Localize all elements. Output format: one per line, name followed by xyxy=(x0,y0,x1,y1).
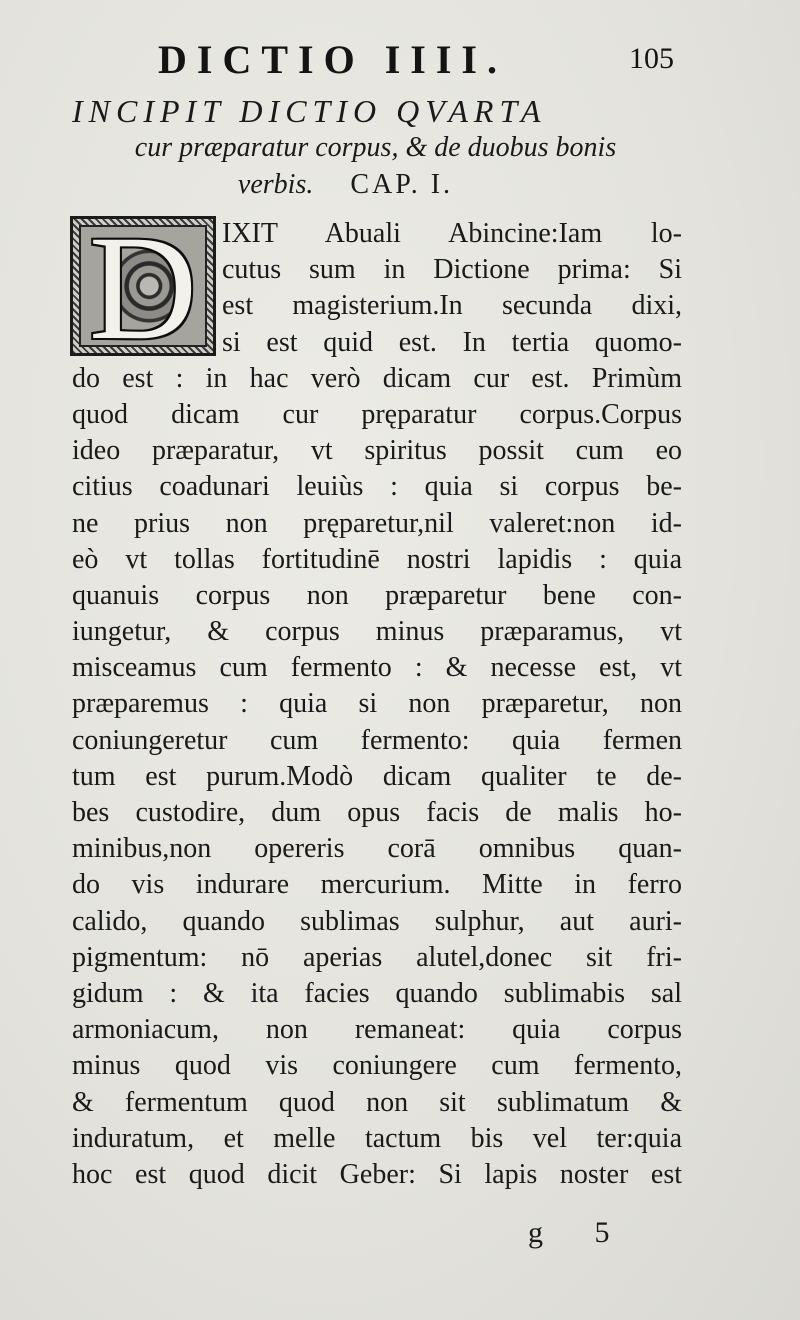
running-title: DICTIO IIII. xyxy=(158,37,507,82)
chapter-heading-line-1: INCIPIT DICTIO QVARTA xyxy=(72,93,547,129)
text-line: tum est purum.Modò dicam qualiter te de- xyxy=(72,760,682,792)
drop-cap-letter: D xyxy=(88,205,198,371)
chapter-heading-line-2: cur præparatur corpus, & de duobus bonis xyxy=(134,132,617,163)
text-line: minibus,non opereris corā omnibus quan- xyxy=(72,833,682,865)
text-line: calido, quando sublimas sulphur, aut auri- xyxy=(72,905,682,937)
signature-mark: g 5 xyxy=(528,1216,632,1249)
text-line: ideo præparatur, vt spiritus possit cum eo xyxy=(72,435,682,467)
text-line: eò vt tollas fortitudinē nostri lapidis : quia xyxy=(72,543,682,575)
text-line: armoniacum, non remaneat: quia corpus xyxy=(72,1014,682,1046)
text-line: pigmentum: nō aperias alutel,donec sit fri- xyxy=(72,941,682,973)
text-line: do vis indurare mercurium. Mitte in ferro xyxy=(72,869,682,901)
text-line: iungetur, & corpus minus præparamus, vt xyxy=(72,616,682,648)
text-line: gidum : & ita facies quando sublimabis sal xyxy=(72,977,682,1009)
text-line: induratum, et melle tactum bis vel ter:quia xyxy=(72,1122,682,1154)
chapter-heading-line-3 xyxy=(68,166,683,204)
page-number: 105 xyxy=(629,42,674,75)
text-line: IXIT Abuali Abincine:Iam lo- xyxy=(222,218,682,249)
text-line: præparemus : quia si non præparetur, non xyxy=(72,688,682,720)
text-line: do est : in hac verò dicam cur est. Primùm xyxy=(72,362,682,394)
text-line: quanuis corpus non præparetur bene con- xyxy=(72,579,682,611)
text-line: bes custodire, dum opus facis de malis ho- xyxy=(72,797,682,828)
text-line: est magisterium.In secunda dixi, xyxy=(222,290,682,322)
text-line: quod dicam cur pręparatur corpus.Corpus xyxy=(72,398,682,430)
text-line: coniungeretur cum fermento: quia fermen xyxy=(72,724,682,756)
text-line: & fermentum quod non sit sublimatum & xyxy=(72,1086,682,1118)
text-line: ne prius non pręparetur,nil valeret:non id- xyxy=(72,507,682,539)
text-line: citius coadunari leuiùs : quia si corpus be- xyxy=(72,471,682,503)
chapter-number: CAP. I. xyxy=(350,169,454,200)
running-head xyxy=(150,36,680,86)
text-line: si est quid est. In tertia quomo- xyxy=(222,326,682,358)
text-line: misceamus cum fermento : & necesse est, vt xyxy=(72,652,682,684)
text-line: cutus sum in Dictione prima: Si xyxy=(222,254,682,286)
text-line: hoc est quod dicit Geber: Si lapis noster est xyxy=(72,1158,682,1190)
chapter-heading xyxy=(68,92,683,204)
text-line: minus quod vis coniungere cum fermento, xyxy=(72,1050,682,1082)
chapter-heading-verbis: verbis. xyxy=(237,169,314,200)
body-text xyxy=(72,216,682,1193)
